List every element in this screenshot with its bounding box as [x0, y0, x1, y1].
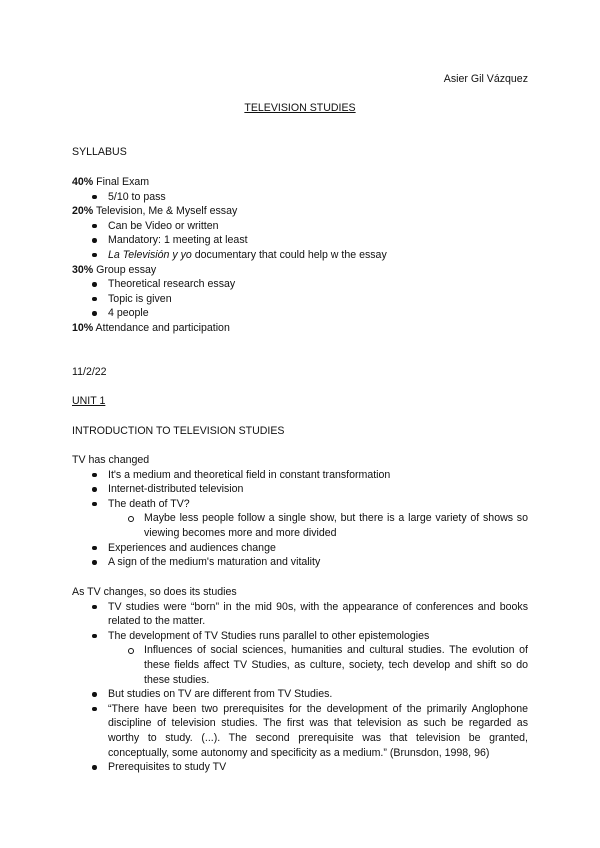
bullet-list [72, 277, 528, 321]
bullet-list [72, 219, 528, 263]
list-item: A sign of the medium's maturation and vitality [72, 555, 528, 570]
list-item: TV studies were “born” in the mid 90s, with the appearance of conferences and books related to the matter. [72, 600, 528, 629]
pct-value: 10% [72, 321, 94, 334]
bullet-list [72, 190, 528, 205]
list-item: Internet-distributed television [72, 482, 528, 497]
sub-list-item: Maybe less people follow a single show, but there is a large variety of shows so viewing becomes more and more divided [108, 511, 528, 540]
unit-line [72, 394, 528, 409]
unit-title: INTRODUCTION TO TELEVISION STUDIES [72, 425, 285, 437]
syllabus-item-attendance [72, 321, 528, 336]
list-item: But studies on TV are different from TV Studies. [72, 687, 528, 702]
sub-bullet-list [108, 511, 528, 540]
item-label: Group essay [93, 263, 157, 276]
tv-changed-section [72, 453, 528, 570]
list-item: Theoretical research essay [72, 277, 528, 292]
documentary-note: documentary that could help w the essay [191, 248, 387, 261]
sub-bullet-list [108, 643, 528, 687]
item-label: Attendance and participation [93, 321, 230, 334]
list-item: It's a medium and theoretical field in constant transformation [72, 468, 528, 483]
list-item-text: The development of TV Studies runs parallel to other epistemologies [108, 629, 430, 642]
list-item [72, 629, 528, 687]
list-item: Can be Video or written [72, 219, 528, 234]
list-item: Mandatory: 1 meeting at least [72, 233, 528, 248]
list-item: 5/10 to pass [72, 190, 528, 205]
list-item [72, 248, 528, 263]
syllabus-heading: SYLLABUS [72, 146, 127, 158]
section-heading: As TV changes, so does its studies [72, 586, 237, 598]
list-item: Experiences and audiences change [72, 541, 528, 556]
item-label: Final Exam [93, 176, 150, 188]
bullet-list [72, 468, 528, 570]
bullet-list [72, 600, 528, 775]
syllabus-item-essay [72, 204, 528, 219]
unit-heading: UNIT 1 [72, 395, 106, 407]
list-item-text: The death of TV? [108, 497, 190, 510]
author-name: Asier Gil Vázquez [443, 73, 528, 85]
list-item [72, 497, 528, 541]
pct-value: 20% [72, 205, 94, 218]
date-line [72, 365, 528, 380]
list-item: Topic is given [72, 292, 528, 307]
item-label: Television, Me & Myself essay [93, 205, 238, 218]
list-item: Prerequisites to study TV [72, 760, 528, 775]
tv-studies-section [72, 585, 528, 775]
list-item: “There have been two prerequisites for the development of the primarily Anglophone discipline of television studies. The first was that television as such be regarded as worthy to study. (...). The second prerequisite was that television be granted, conceptually, some autonomy and specificity as a medium.” (Brunsdon, 1998, 96) [72, 702, 528, 760]
lecture-date: 11/2/22 [72, 366, 107, 378]
syllabus-item-group-essay [72, 263, 528, 278]
documentary-title: La Televisión y yo [108, 248, 192, 261]
pct-value: 40% [72, 176, 94, 188]
list-item: 4 people [72, 306, 528, 321]
syllabus-list [72, 175, 528, 336]
syllabus-item-final-exam [72, 175, 528, 190]
sub-list-item: Influences of social sciences, humanities and cultural studies. The evolution of these fields affect TV Studies, as culture, society, tech develop and shift so do these studies. [108, 643, 528, 687]
document-title: TELEVISION STUDIES [244, 102, 356, 114]
section-heading: TV has changed [72, 454, 150, 466]
unit-title-line [72, 424, 528, 439]
syllabus-section [72, 145, 528, 160]
pct-value: 30% [72, 263, 94, 276]
